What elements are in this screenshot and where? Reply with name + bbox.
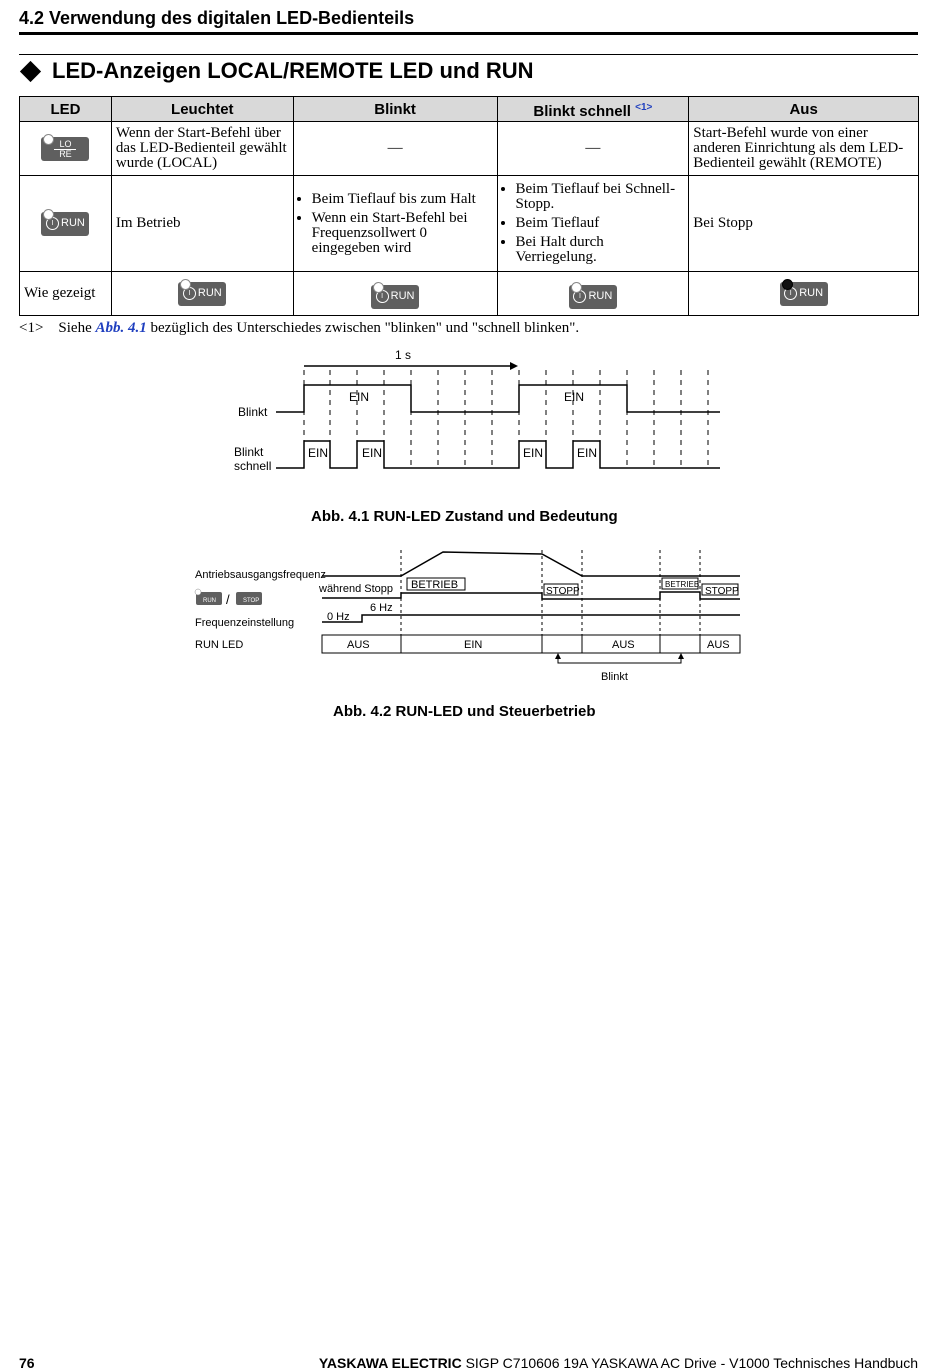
table-row: [20, 176, 919, 272]
slash: /: [226, 592, 230, 607]
key-run-label: RUN: [799, 287, 824, 299]
row-label-schnell-a: Blinkt: [234, 445, 264, 459]
cell-wie-gezeigt: Wie gezeigt: [20, 272, 112, 316]
list-item: • Beim Tieflauf bei Schnell-Stopp.: [516, 182, 685, 212]
led-cell-lore: [20, 122, 112, 176]
state-aus: AUS: [612, 639, 635, 651]
led-indicator-icon: [43, 134, 54, 145]
col-blinkt: Blinkt: [293, 97, 497, 122]
key-lo-label: LO: [59, 138, 72, 149]
key-run-label: RUN: [588, 290, 613, 302]
on-label: EIN: [362, 446, 383, 460]
page-number: 76: [19, 1355, 35, 1371]
row-label-schnell-b: schnell: [234, 459, 272, 473]
during-stop-label: während Stopp: [319, 583, 393, 595]
footnote-marker: <1>: [19, 320, 44, 336]
power-symbol-icon: I: [46, 217, 59, 230]
blink-bracket: [558, 656, 681, 663]
cell-leuchtet: Im Betrieb: [111, 176, 293, 272]
cell-leuchtet-example: [111, 272, 293, 316]
col-led: LED: [20, 97, 112, 122]
fig2-caption: Abb. 4.2 RUN-LED und Steuerbetrieb: [333, 703, 596, 720]
cell-blinkt: —: [293, 122, 497, 176]
footnote-pre: Siehe: [58, 320, 92, 336]
blinkt-label: Blinkt: [601, 671, 628, 683]
output-frequency-label: Antriebsausgangsfrequenz: [195, 569, 326, 581]
key-run-label: RUN: [61, 217, 85, 229]
list-item: • Beim Tieflauf bis zum Halt: [312, 192, 493, 207]
table-row: [20, 272, 919, 316]
state-aus: AUS: [707, 639, 730, 651]
state-aus: AUS: [347, 639, 370, 651]
col-blinkt-schnell: [497, 97, 689, 122]
led-table: [19, 96, 919, 316]
key-run-label: RUN: [197, 287, 222, 299]
betrieb-label: BETRIEB: [411, 579, 459, 591]
led-indicator-icon: [195, 589, 201, 595]
fast-blink-waveform: [276, 441, 720, 468]
cell-blinkt: [293, 176, 497, 272]
led-lit-icon: [180, 279, 191, 290]
run-led-label: RUN LED: [195, 639, 244, 651]
list-item: • Wenn ein Start-Befehl bei Frequenzsollwert 0 eingegeben wird: [312, 211, 493, 256]
row-label-blinkt: Blinkt: [238, 405, 268, 419]
run-key-icon: [41, 212, 89, 236]
diamond-bullet-icon: [20, 60, 41, 81]
lo-re-key-icon: [41, 137, 89, 161]
stopp-label: STOPP: [705, 586, 739, 597]
run-key-fast-blinking-icon: [569, 285, 617, 309]
blink-waveform: [276, 385, 720, 412]
on-label: EIN: [349, 390, 370, 404]
arrow-head-icon: [510, 362, 518, 370]
cell-aus-example: [689, 272, 919, 316]
footer-doc: SIGP C710606 19A YASKAWA AC Drive - V1000 Technisches Handbuch: [465, 1355, 918, 1371]
page-heading: [19, 58, 534, 84]
fig1-caption: Abb. 4.1 RUN-LED Zustand und Bedeutung: [311, 508, 618, 525]
arrow-up-icon: [678, 653, 684, 659]
list: [502, 182, 685, 265]
run-key-off-icon: [780, 282, 828, 306]
col-aus: Aus: [689, 97, 919, 122]
on-label: EIN: [308, 446, 329, 460]
cell-blinkt-example: [293, 272, 497, 316]
figure-link[interactable]: Abb. 4.1: [95, 320, 147, 336]
fig2-diagram: [0, 540, 950, 690]
led-blinking-icon: [373, 282, 384, 293]
power-symbol-icon: I: [573, 290, 586, 303]
table-header-row: [20, 97, 919, 122]
key-run-label: RUN: [390, 290, 415, 302]
footer-brand: YASKAWA ELECTRIC: [318, 1355, 462, 1371]
run-key-label: RUN: [203, 598, 216, 604]
led-off-icon: [782, 279, 793, 290]
power-symbol-icon: I: [183, 287, 196, 300]
power-symbol-icon: I: [784, 287, 797, 300]
list-item: • Beim Tieflauf: [516, 216, 685, 231]
table-row: [20, 122, 919, 176]
interval-label: 1 s: [395, 348, 412, 362]
run-led-dividers: [401, 635, 700, 653]
footnote-post: bezüglich des Unterschiedes zwischen "blinken" und "schnell blinken".: [150, 320, 580, 336]
run-key-blinking-icon: [371, 285, 419, 309]
arrow-up-icon: [555, 653, 561, 659]
run-key-lit-icon: [178, 282, 226, 306]
output-frequency-curve: [322, 552, 740, 576]
on-label: EIN: [577, 446, 598, 460]
col-blinkt-schnell-label: Blinkt schnell: [533, 102, 631, 120]
stop-key-label: STOP: [243, 598, 260, 604]
on-label: EIN: [564, 390, 585, 404]
section-header: 4.2 Verwendung des digitalen LED-Bedienteils: [19, 8, 918, 35]
footnote: [19, 320, 579, 337]
led-indicator-icon: [43, 209, 54, 220]
cell-blinkt-schnell: [497, 176, 689, 272]
cell-leuchtet: Wenn der Start-Befehl über das LED-Bedienteil gewählt wurde (LOCAL): [111, 122, 293, 176]
col-leuchtet: Leuchtet: [111, 97, 293, 122]
on-label: EIN: [523, 446, 544, 460]
list-item: • Bei Halt durch Verriegelung.: [516, 235, 685, 265]
heading-text: LED-Anzeigen LOCAL/REMOTE LED und RUN: [52, 58, 534, 83]
hz0-label: 0 Hz: [327, 611, 350, 623]
cell-aus: Start-Befehl wurde von einer anderen Einrichtung als dem LED-Bedienteil gewählt (REMOTE): [689, 122, 919, 176]
betrieb-label: BETRIEB: [665, 580, 700, 589]
led-fast-blinking-icon: [571, 282, 582, 293]
hz6-label: 6 Hz: [370, 602, 393, 614]
run-led-bar: [322, 635, 740, 653]
list: [298, 192, 493, 256]
fig1-timing-diagram: [0, 340, 950, 490]
divider: [19, 54, 918, 55]
fig2-gridlines: [401, 550, 700, 652]
cell-aus: Bei Stopp: [689, 176, 919, 272]
key-re-label: RE: [54, 149, 76, 159]
state-ein: EIN: [464, 639, 483, 651]
frequency-setting-label: Frequenzeinstellung: [195, 617, 295, 629]
frequency-setting-signal: [322, 615, 740, 622]
led-cell-run: [20, 176, 112, 272]
stopp-label: STOPP: [546, 586, 580, 597]
power-symbol-icon: I: [376, 290, 389, 303]
cell-blinkt-schnell-example: [497, 272, 689, 316]
cell-blinkt-schnell: —: [497, 122, 689, 176]
footnote-ref-link[interactable]: <1>: [635, 101, 653, 113]
